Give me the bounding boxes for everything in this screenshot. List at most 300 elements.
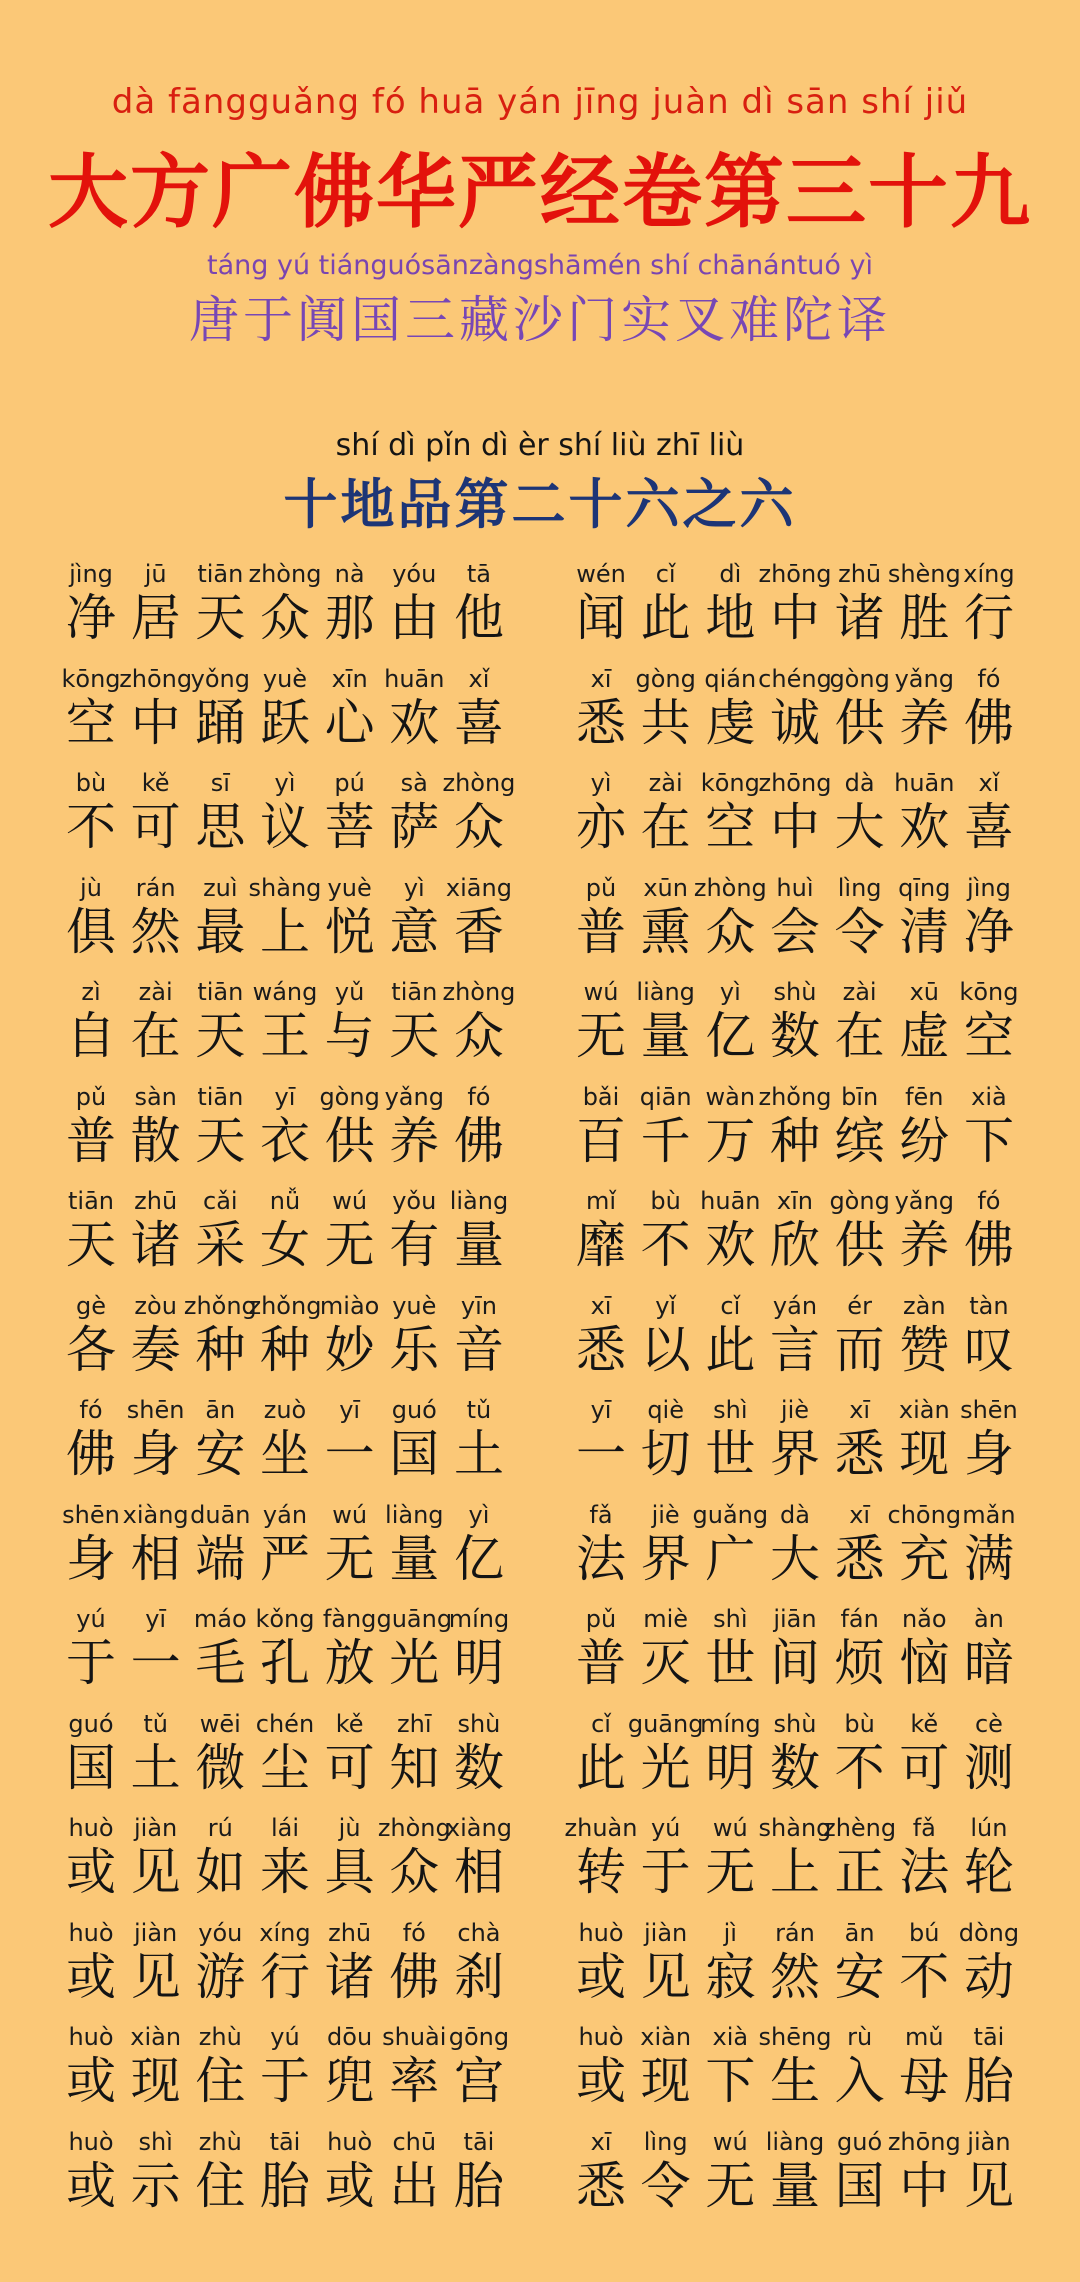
verse-char	[635, 874, 697, 979]
verse-char	[958, 874, 1020, 979]
pinyin-syllable: tiān	[197, 978, 244, 1006]
hanzi-character: 思	[195, 798, 246, 856]
hanzi-character: 中	[769, 798, 820, 856]
hanzi-character: 赞	[899, 1320, 950, 1379]
hanzi-character: 悦	[324, 902, 375, 961]
verse-char	[570, 1396, 632, 1501]
verse-char	[125, 1710, 187, 1815]
verse-char	[570, 769, 632, 874]
pinyin-syllable: zhèng	[823, 1814, 897, 1842]
verse-char	[564, 1814, 638, 1919]
title-pinyin: dà fāngguǎng fó huā yán jīng juàn dì sān shí jiǔ	[111, 82, 969, 122]
verse-char	[887, 560, 961, 665]
hanzi-character: 种	[769, 1111, 820, 1170]
pinyin-syllable: fó	[79, 1396, 103, 1424]
verse-char	[60, 560, 122, 665]
hanzi-character: 如	[195, 1843, 246, 1901]
verse-char	[887, 1500, 962, 1606]
hanzi-character: 一	[576, 1425, 626, 1483]
pinyin-syllable: shèng	[887, 560, 961, 588]
pinyin-syllable: yì	[719, 978, 741, 1006]
pinyin-syllable: kě	[141, 769, 170, 797]
verse-char	[122, 1500, 189, 1606]
hanzi-character: 严	[259, 1529, 310, 1588]
hanzi-character: 诸	[130, 1216, 181, 1274]
verse-row	[60, 665, 1020, 770]
hanzi-character: 悉	[576, 693, 626, 752]
verse-char	[958, 560, 1020, 665]
pinyin-syllable: zhù	[198, 2023, 242, 2051]
hanzi-character: 具	[324, 1843, 375, 1901]
pinyin-syllable: fǎ	[912, 1814, 936, 1842]
pinyin-syllable: kě	[335, 1709, 364, 1738]
verse-char	[958, 1710, 1020, 1815]
hanzi-character: 量	[453, 1216, 504, 1274]
verse-row	[60, 1919, 1020, 2024]
hanzi-character: 供	[324, 1111, 375, 1170]
verse-char	[319, 2023, 381, 2128]
pinyin-syllable: huò	[578, 1918, 624, 1947]
hanzi-character: 来	[259, 1843, 310, 1901]
pinyin-syllable: shēn	[960, 1396, 1018, 1424]
hanzi-character: 下	[963, 1111, 1014, 1170]
verse-line-left	[60, 2128, 510, 2233]
pinyin-syllable: shēn	[62, 1500, 120, 1529]
pinyin-syllable: zhī	[397, 1709, 432, 1738]
hanzi-character: 入	[834, 2052, 885, 2110]
pinyin-syllable: jìng	[69, 560, 113, 588]
verse-char	[60, 665, 122, 770]
verse-char	[383, 1292, 445, 1397]
hanzi-character: 心	[324, 693, 375, 752]
pinyin-syllable: xíng	[259, 1918, 311, 1947]
hanzi-character: 或	[576, 1947, 626, 2006]
pinyin-syllable: xià	[712, 2023, 749, 2051]
verse-char	[958, 769, 1020, 874]
hanzi-character: 明	[705, 1738, 756, 1797]
verse-char	[570, 1083, 632, 1188]
hanzi-character: 共	[640, 693, 691, 752]
hanzi-character: 世	[705, 1634, 756, 1692]
hanzi-character: 空	[705, 798, 756, 856]
verse-char	[829, 1710, 891, 1815]
pinyin-syllable: zài	[842, 978, 877, 1006]
pinyin-syllable: xǐ	[468, 664, 490, 693]
pinyin-syllable: huò	[68, 2127, 114, 2156]
pinyin-syllable: tāi	[269, 2127, 301, 2156]
pinyin-syllable: qīng	[898, 873, 951, 902]
hanzi-character: 生	[769, 2052, 820, 2110]
verse-char	[125, 560, 187, 665]
hanzi-character: 尘	[259, 1738, 310, 1797]
verse-char	[319, 560, 381, 665]
verse-char	[764, 1292, 826, 1397]
verse-char	[60, 1605, 122, 1710]
hanzi-character: 上	[769, 1843, 820, 1901]
pinyin-syllable: chà	[457, 1918, 501, 1947]
hanzi-character: 于	[640, 1843, 691, 1901]
hanzi-character: 行	[259, 1947, 310, 2006]
pinyin-syllable: xīn	[331, 664, 368, 693]
verse-char	[448, 2128, 510, 2233]
hanzi-character: 俱	[66, 902, 116, 961]
verse-char	[758, 1082, 832, 1188]
pinyin-syllable: pú	[334, 769, 365, 797]
hanzi-character: 相	[453, 1843, 504, 1901]
hanzi-character: 与	[324, 1007, 375, 1065]
pinyin-syllable: miào	[319, 1291, 380, 1320]
hanzi-character: 香	[453, 902, 504, 961]
pinyin-syllable: dōu	[327, 2023, 373, 2051]
pinyin-syllable: zhuàn	[564, 1814, 638, 1842]
pinyin-syllable: zhòng	[377, 1814, 451, 1842]
hanzi-character: 亿	[705, 1007, 756, 1065]
verse-char	[183, 1291, 257, 1397]
verse-char	[254, 1710, 316, 1815]
hanzi-character: 此	[576, 1738, 626, 1797]
verse-line-left	[60, 560, 510, 665]
hanzi-character: 界	[640, 1529, 691, 1588]
hanzi-character: 见	[130, 1843, 181, 1901]
pinyin-syllable: zàn	[903, 1291, 946, 1320]
verse-char	[764, 978, 826, 1083]
pinyin-syllable: bīn	[841, 1082, 879, 1111]
verse-char	[254, 978, 316, 1083]
hanzi-character: 母	[899, 2052, 950, 2110]
hanzi-character: 养	[899, 693, 950, 752]
verse-char	[448, 560, 510, 665]
hanzi-character: 悉	[834, 1529, 885, 1588]
verse-char	[635, 1814, 697, 1919]
verse-char	[635, 1083, 697, 1188]
pinyin-syllable: míng	[700, 1709, 761, 1738]
verse-line-right	[570, 2128, 1020, 2233]
verse-char	[383, 1083, 445, 1188]
hanzi-character: 天	[195, 1007, 246, 1065]
verse-line-left	[60, 874, 510, 979]
pinyin-syllable: gòng	[319, 1082, 380, 1111]
pinyin-syllable: zuò	[263, 1396, 307, 1424]
hanzi-character: 或	[66, 1843, 116, 1901]
verse-char	[442, 978, 516, 1083]
verse-char	[383, 665, 445, 770]
pinyin-syllable: bù	[844, 1709, 875, 1738]
pinyin-syllable: zhòng	[693, 873, 767, 902]
verse-row	[60, 1605, 1020, 1710]
pinyin-syllable: huān	[894, 769, 955, 797]
hanzi-character: 孔	[259, 1634, 310, 1692]
hanzi-character: 跃	[259, 693, 310, 752]
verse-char	[60, 2023, 122, 2128]
hanzi-character: 那	[324, 589, 375, 647]
verse-char	[893, 2023, 955, 2128]
verse-char	[958, 1083, 1020, 1188]
pinyin-syllable: xī	[849, 1396, 871, 1424]
verse-char	[125, 769, 187, 874]
pinyin-syllable: miè	[643, 1605, 689, 1633]
hanzi-character: 兜	[324, 2052, 375, 2110]
pinyin-syllable: liàng	[449, 1187, 509, 1215]
pinyin-syllable: tàn	[969, 1291, 1009, 1320]
verse-char	[448, 1292, 510, 1397]
pinyin-syllable: lìng	[643, 2127, 688, 2156]
pinyin-syllable: xiàng	[122, 1500, 189, 1529]
pinyin-syllable: tǔ	[466, 1396, 492, 1424]
hanzi-character: 明	[453, 1634, 504, 1692]
pinyin-syllable: yī	[145, 1605, 167, 1633]
verse-line-left	[60, 769, 516, 874]
verse-char	[635, 2128, 697, 2233]
pinyin-syllable: gòng	[635, 664, 696, 693]
pinyin-syllable: kě	[910, 1709, 939, 1738]
pinyin-syllable: cǐ	[720, 1291, 741, 1320]
hanzi-character: 最	[195, 902, 246, 961]
verse-char	[699, 769, 761, 874]
pinyin-syllable: lái	[270, 1814, 299, 1842]
hanzi-character: 众	[453, 1007, 504, 1065]
pinyin-syllable: yán	[262, 1500, 308, 1529]
verse-char	[60, 769, 122, 874]
hanzi-character: 安	[195, 1425, 246, 1483]
hanzi-character: 上	[259, 902, 310, 961]
verse-line-right	[570, 874, 1020, 979]
verse-line-right	[570, 560, 1020, 665]
pinyin-syllable: wú	[712, 1814, 748, 1842]
verse-char	[699, 1710, 761, 1815]
verse-char	[829, 978, 891, 1083]
verse-char	[699, 1814, 761, 1919]
verse-row	[60, 2023, 1020, 2128]
verse-char	[635, 769, 697, 874]
pinyin-syllable: fǎ	[589, 1500, 613, 1529]
verse-char	[699, 1396, 761, 1501]
verse-char	[758, 664, 832, 770]
hanzi-character: 相	[130, 1529, 181, 1588]
verse-char	[383, 2023, 445, 2128]
chapter-pinyin: shí dì pǐn dì èr shí liù zhī liù	[335, 428, 745, 463]
verse-char	[383, 978, 445, 1083]
verse-line-right	[570, 2023, 1020, 2128]
verse-char	[60, 978, 122, 1083]
verse-char	[958, 2023, 1020, 2128]
pinyin-syllable: lún	[970, 1814, 1008, 1842]
hanzi-character: 国	[834, 2156, 885, 2215]
hanzi-character: 于	[259, 2052, 310, 2110]
verse-char	[319, 1814, 381, 1919]
hanzi-character: 佛	[453, 1111, 504, 1170]
verse-char	[829, 665, 891, 770]
pinyin-syllable: zhōng	[119, 664, 193, 693]
verse-char	[448, 1710, 510, 1815]
verse-char	[699, 1605, 761, 1710]
verse-char	[60, 1396, 122, 1501]
verse-char	[764, 1396, 826, 1501]
pinyin-syllable: huò	[327, 2127, 373, 2156]
hanzi-character: 见	[640, 1947, 691, 2006]
verse-char	[376, 1605, 453, 1710]
hanzi-character: 而	[834, 1320, 885, 1379]
verse-char	[958, 1814, 1020, 1919]
verse-char	[635, 665, 697, 770]
hanzi-character: 放	[324, 1634, 375, 1692]
verse-char	[829, 2023, 891, 2128]
pinyin-syllable: xī	[590, 2127, 612, 2156]
verse-char	[829, 560, 891, 665]
verse-char	[383, 769, 445, 874]
hanzi-character: 佛	[963, 1216, 1014, 1274]
verse-char	[125, 1919, 187, 2024]
hanzi-character: 养	[389, 1111, 440, 1170]
verse-char	[893, 1083, 955, 1188]
hanzi-character: 踊	[195, 693, 246, 752]
verse-char	[758, 769, 832, 874]
verse-char	[383, 2128, 445, 2233]
hanzi-character: 中	[899, 2156, 950, 2215]
pinyin-syllable: liàng	[636, 978, 695, 1006]
verse-char	[448, 1919, 510, 2024]
pinyin-syllable: yóu	[198, 1918, 243, 1947]
verse-line-right	[570, 1919, 1020, 2024]
verse-char	[893, 978, 955, 1083]
pinyin-syllable: zhòng	[442, 978, 516, 1006]
pinyin-syllable: shù	[457, 1709, 501, 1738]
hanzi-character: 此	[705, 1320, 756, 1379]
verse-char	[60, 1292, 122, 1397]
pinyin-syllable: liàng	[765, 2127, 825, 2156]
verse-char	[635, 2023, 697, 2128]
hanzi-character: 众	[259, 589, 310, 647]
hanzi-character: 出	[389, 2156, 440, 2215]
hanzi-character: 采	[195, 1216, 246, 1274]
verse-char	[829, 1292, 891, 1397]
pinyin-syllable: shàng	[758, 1814, 832, 1842]
hanzi-character: 量	[389, 1529, 440, 1588]
verse-char	[319, 1501, 381, 1606]
pinyin-syllable: yī	[339, 1396, 361, 1424]
hanzi-character: 毛	[195, 1634, 246, 1692]
hanzi-character: 胜	[899, 589, 950, 647]
hanzi-character: 世	[705, 1425, 756, 1483]
verse-char	[319, 874, 381, 979]
hanzi-character: 净	[963, 902, 1014, 961]
verse-char	[319, 665, 381, 770]
verse-char	[125, 874, 187, 979]
verse-char	[829, 2128, 891, 2233]
pinyin-syllable: xū	[909, 978, 939, 1006]
verse-char	[383, 1710, 445, 1815]
verse-char	[570, 2023, 632, 2128]
pinyin-syllable: bǎi	[582, 1082, 620, 1111]
hanzi-character: 或	[66, 2156, 116, 2215]
hanzi-character: 不	[640, 1216, 691, 1274]
pinyin-syllable: xǐ	[978, 769, 1000, 797]
pinyin-syllable: xī	[849, 1500, 871, 1529]
hanzi-character: 中	[769, 589, 820, 647]
verse-line-left	[60, 1605, 510, 1710]
verse-row	[60, 560, 1020, 665]
verse-char	[60, 1187, 122, 1292]
verse-char	[570, 665, 632, 770]
pinyin-syllable: jiàn	[967, 2127, 1011, 2156]
pinyin-syllable: duān	[190, 1500, 251, 1529]
pinyin-syllable: rán	[775, 1918, 815, 1947]
hanzi-character: 身	[66, 1529, 116, 1588]
verse-char	[445, 873, 512, 979]
pinyin-syllable: liàng	[385, 1500, 444, 1529]
pinyin-syllable: sà	[400, 769, 428, 797]
pinyin-syllable: huò	[68, 2023, 114, 2051]
verse-line-left	[60, 1396, 510, 1501]
pinyin-syllable: guó	[391, 1396, 437, 1424]
verse-char	[570, 1187, 632, 1292]
pinyin-syllable: rù	[847, 2023, 873, 2051]
verse-char	[764, 2128, 826, 2233]
hanzi-character: 种	[259, 1320, 310, 1379]
verse-char	[189, 2023, 251, 2128]
pinyin-syllable: yán	[772, 1291, 818, 1320]
pinyin-syllable: jiàn	[644, 1918, 688, 1947]
hanzi-character: 天	[195, 589, 246, 647]
verse-row	[60, 1292, 1020, 1397]
hanzi-character: 光	[389, 1634, 440, 1692]
pinyin-syllable: huò	[578, 2023, 624, 2051]
hanzi-character: 胎	[453, 2156, 504, 2215]
verse-char	[627, 1709, 704, 1815]
verse-char	[829, 1187, 891, 1292]
pinyin-syllable: yī	[274, 1082, 296, 1111]
pinyin-syllable: yǒng	[190, 664, 250, 693]
hanzi-character: 无	[324, 1216, 375, 1274]
hanzi-character: 见	[963, 2156, 1014, 2215]
pinyin-syllable: yǎng	[384, 1082, 444, 1111]
hanzi-character: 喜	[963, 798, 1014, 856]
verse-char	[189, 2128, 251, 2233]
hanzi-character: 土	[130, 1738, 181, 1797]
pinyin-syllable: kōng	[61, 664, 121, 693]
hanzi-character: 然	[130, 902, 181, 961]
verse-char	[383, 1501, 445, 1606]
verse-char	[189, 665, 251, 770]
hanzi-character: 现	[130, 2052, 181, 2110]
hanzi-character: 于	[66, 1634, 116, 1692]
verse-char	[189, 1919, 251, 2024]
pinyin-syllable: tāi	[463, 2127, 495, 2156]
hanzi-character: 佛	[389, 1947, 440, 2006]
pinyin-syllable: fēn	[905, 1082, 944, 1111]
verse-char	[383, 1187, 445, 1292]
verse-char	[125, 1814, 187, 1919]
verse-char	[319, 1083, 381, 1188]
verse-line-left	[60, 1919, 510, 2024]
hanzi-character: 供	[834, 1216, 885, 1274]
hanzi-character: 率	[389, 2052, 440, 2110]
pinyin-syllable: yuè	[327, 873, 372, 902]
pinyin-syllable: chōng	[887, 1500, 962, 1529]
hanzi-character: 寂	[705, 1947, 756, 2006]
pinyin-syllable: wàn	[705, 1082, 756, 1111]
verse-char	[254, 2128, 316, 2233]
hanzi-character: 可	[324, 1738, 375, 1797]
pinyin-syllable: xī	[590, 1291, 612, 1320]
pinyin-syllable: wén	[576, 560, 626, 588]
hanzi-character: 数	[769, 1738, 820, 1797]
pinyin-syllable: shēng	[758, 2023, 832, 2051]
verse-char	[570, 1919, 632, 2024]
pinyin-syllable: huān	[384, 664, 445, 693]
hanzi-character: 国	[389, 1425, 440, 1483]
verse-char	[893, 769, 955, 874]
pinyin-syllable: zhōng	[887, 2127, 961, 2156]
